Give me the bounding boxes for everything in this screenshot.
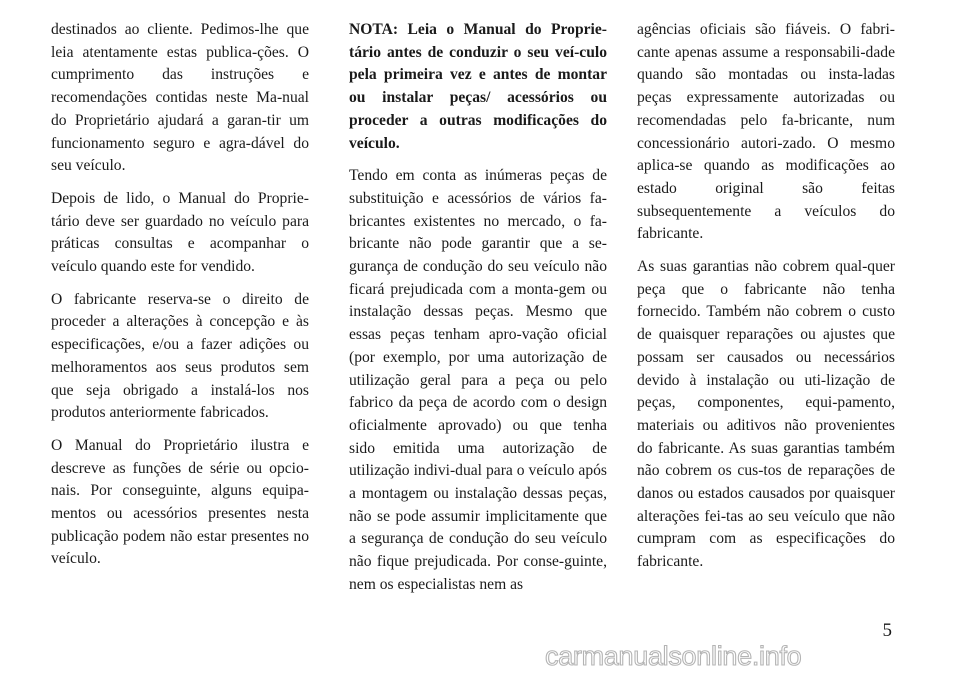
paragraph: destinados ao cliente. Pedimos-lhe que leia atentamente estas publica-ções. O cumprimento das instruções e recomendações contidas neste Ma-nual do Proprietário ajudará a garan-tir um funcionamento seguro e agra-dável do seu veículo. <box>51 21 309 175</box>
watermark: carmanualsonline.info <box>545 641 802 671</box>
paragraph: O fabricante reserva-se o direito de proceder a alterações à concepção e às especificações, e/ou a fazer adições ou melhoramentos aos seus produtos sem que seja obrigado a instalá-los nos produtos anteriormente fabricados. <box>51 290 309 422</box>
text-column-2 <box>349 19 607 607</box>
paragraph: agências oficiais são fiáveis. O fabri-cante apenas assume a responsabili-dade quando são montadas ou insta-ladas peças expressamente autorizadas ou recomendadas pelo fa-bricante, num concessionário autori-zado. O mesmo aplica-se quando as modificações ao estado original são feitas subsequentemente a veículos do fabricante. <box>637 21 895 243</box>
paragraph: O Manual do Proprietário ilustra e descreve as funções de série ou opcio-nais. Por conseguinte, alguns equipa-mentos ou acessórios presentes nesta publicação podem não estar presentes no veículo. <box>51 436 309 568</box>
text-column-1 <box>51 19 309 581</box>
note-paragraph: NOTA: Leia o Manual do Proprie-tário antes de conduzir o seu veí-culo pela primeira vez e antes de montar ou instalar peças/ acessórios ou proceder a outras modificações do veículo. <box>349 21 607 152</box>
page-number: 5 <box>882 620 892 641</box>
paragraph: Depois de lido, o Manual do Proprie-tário deve ser guardado no veículo para práticas consultas e acompanhar o veículo quando este for vendido. <box>51 189 309 276</box>
paragraph: As suas garantias não cobrem qual-quer peça que o fabricante não tenha fornecido. Também não cobrem o custo de quaisquer reparações ou ajustes que possam ser causados ou necessários devido à instalação ou uti-lização de peças, componentes, equi-pamento, materiais ou aditivos não provenientes do fabricante. As suas garantias também não cobrem os cus-tos de reparações de danos ou estados causados por quaisquer alterações fei-tas ao seu veículo que não cumpram com as especificações do fabricante. <box>637 258 895 571</box>
text-column-3 <box>637 19 895 584</box>
paragraph: Tendo em conta as inúmeras peças de substituição e acessórios de vários fa-bricantes existentes no mercado, o fa-bricante não pode garantir que a se-gurança de condução do seu veículo não ficará prejudicada com a monta-gem ou instalação dessas peças. Mesmo que essas peças tenham apro-vação oficial (por exemplo, por uma autorização de utilização geral para a peça ou pelo fabrico da peça de acordo com o design oficialmente aprovado) ou que tenha sido emitida uma autorização de utilização indivi-dual para o veículo após a montagem ou instalação dessas peças, não se pode assumir implicitamente que a segurança de condução do seu veículo não fique prejudicada. Por conse-guinte, nem os especialistas nem as <box>349 167 607 593</box>
